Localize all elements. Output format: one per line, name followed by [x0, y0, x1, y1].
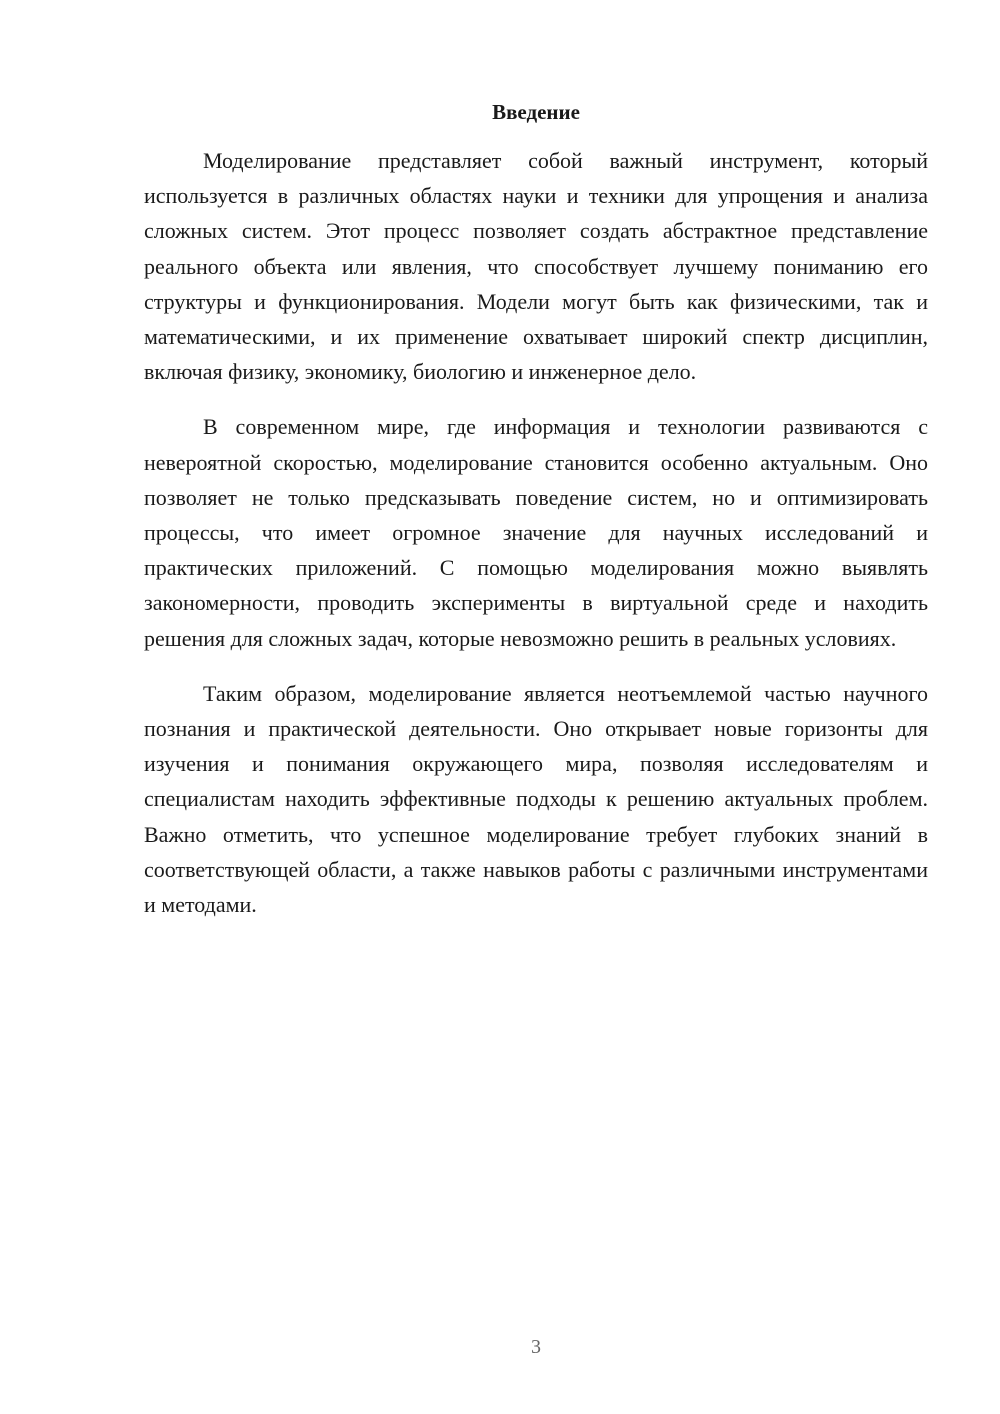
body-text: [144, 143, 928, 942]
page-number: 3: [531, 1336, 541, 1358]
paragraph: Моделирование представляет собой важный инструмент, который используется в различных областях науки и техники для упрощения и анализа сложных систем. Этот процесс позволяет создать абстрактное представление реального объекта или явления, что способствует лучшему пониманию его структуры и функционирования. Модели могут быть как физическими, так и математическими, и их применение охватывает широкий спектр дисциплин, включая физику, экономику, биологию и инженерное дело.: [144, 148, 928, 385]
section-heading: Введение: [492, 100, 580, 124]
paragraph: Таким образом, моделирование является неотъемлемой частью научного познания и практической деятельности. Оно открывает новые горизонты для изучения и понимания окружающего мира, позволяя исследователям и специалистам находить эффективные подходы к решению актуальных проблем. Важно отметить, что успешное моделирование требует глубоких знаний в соответствующей области, а также навыков работы с различными инструментами и методами.: [144, 680, 928, 918]
paragraph: В современном мире, где информация и технологии развиваются с невероятной скоростью, моделирование становится особенно актуальным. Оно позволяет не только предсказывать поведение систем, но и оптимизировать процессы, что имеет огромное значение для научных исследований и практических приложений. С помощью моделирования можно выявлять закономерности, проводить эксперименты в виртуальной среде и находить решения для сложных задач, которые невозможно решить в реальных условиях.: [144, 414, 928, 651]
